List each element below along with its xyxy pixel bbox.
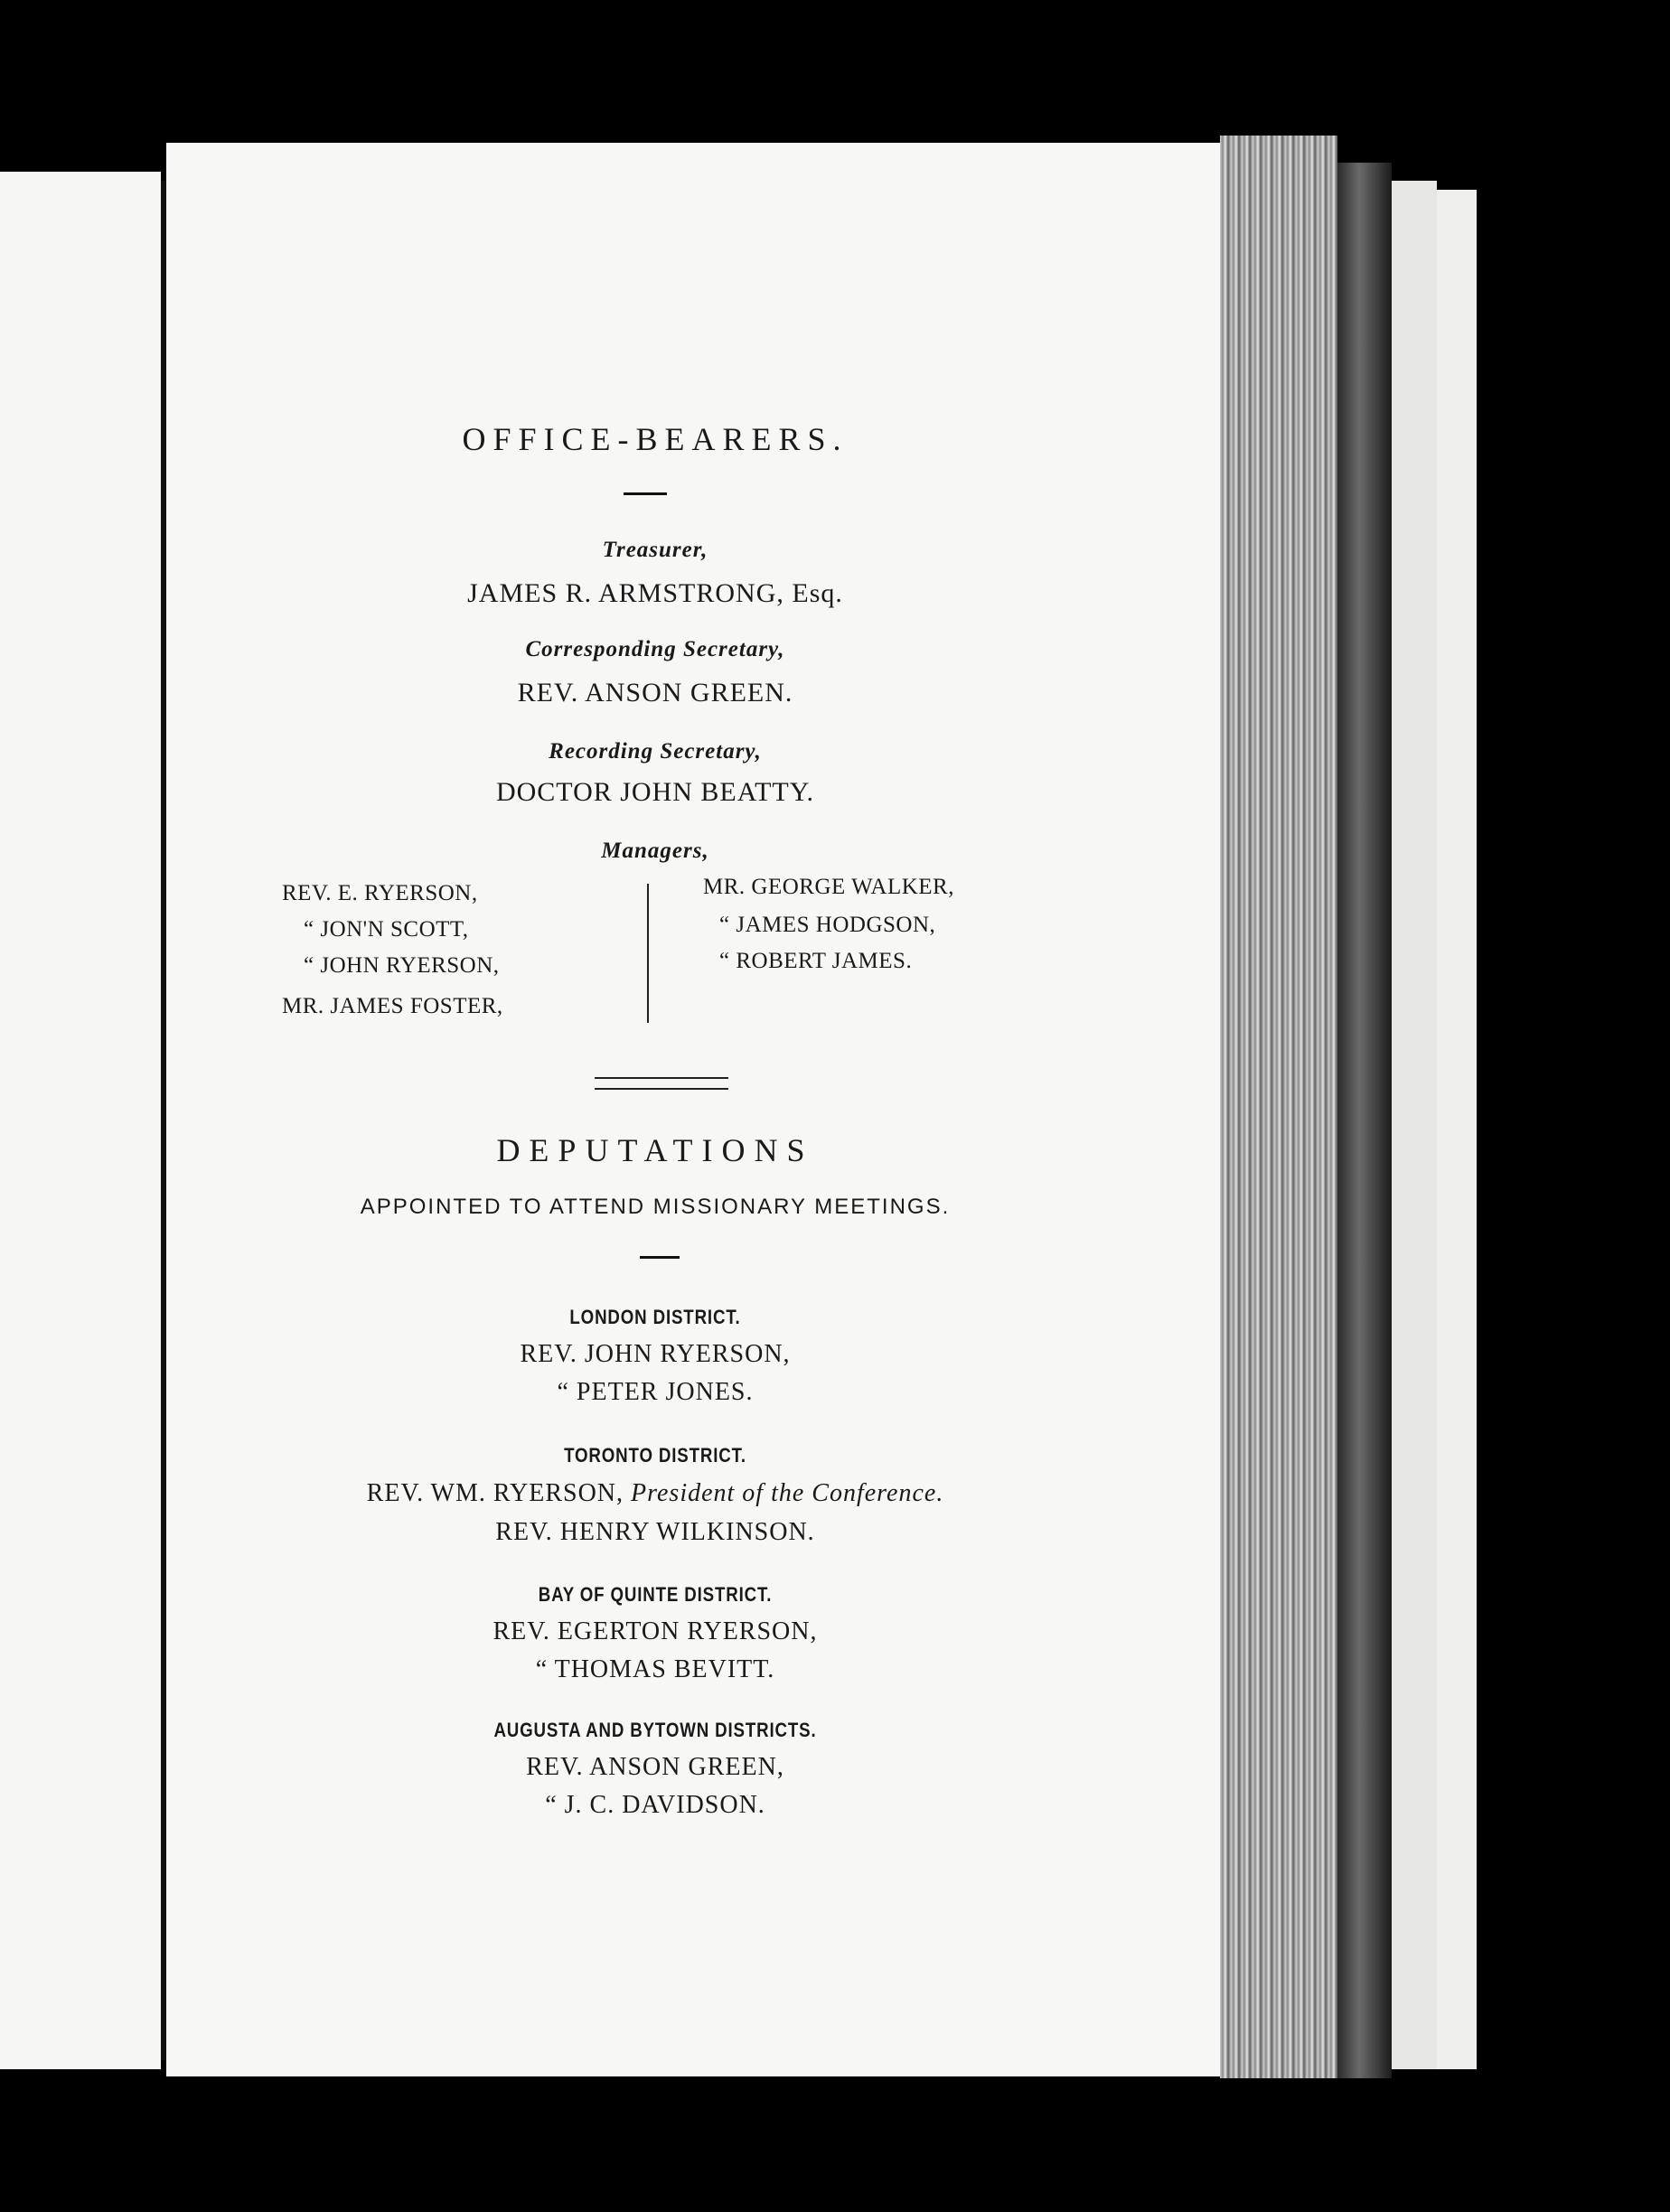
back-page [1392,181,1437,2069]
district-toronto: TORONTO DISTRICT. [564,1444,746,1467]
left-page-fragment [0,172,161,2069]
district-bay-of-quinte: BAY OF QUINTE DISTRICT. [538,1583,773,1606]
manager-left-4: MR. JAMES FOSTER, [282,994,503,1018]
bay-of-quinte-line-2: “ THOMAS BEVITT. [535,1655,775,1683]
back-page-edge [1437,190,1477,2069]
corresponding-secretary-title: Corresponding Secretary, [525,637,785,661]
manager-left-3: “ JOHN RYERSON, [304,953,500,978]
bay-of-quinte-line-1: REV. EGERTON RYERSON, [493,1617,818,1645]
president-note: President of the Conference. [631,1479,944,1507]
manager-right-3: “ ROBERT JAMES. [719,949,913,973]
page-edges-shadow [1337,163,1392,2078]
page-edges [1220,136,1337,2078]
recording-secretary-title: Recording Secretary, [549,739,762,764]
treasurer-title: Treasurer, [602,538,708,562]
manager-left-1: REV. E. RYERSON, [282,881,478,905]
deputations-rule [640,1256,680,1259]
office-bearers-heading: OFFICE-BEARERS. [462,421,849,457]
manager-left-2: “ JON'N SCOTT, [304,917,469,942]
managers-divider [647,884,649,1023]
london-line-1: REV. JOHN RYERSON, [520,1340,791,1368]
london-line-2: “ PETER JONES. [557,1378,754,1406]
heading-rule [624,492,667,495]
recording-secretary-name: DOCTOR JOHN BEATTY. [495,777,815,807]
manager-right-1: MR. GEORGE WALKER, [703,875,954,899]
toronto-line-1 [271,1479,1039,1508]
district-london: LONDON DISTRICT. [569,1306,741,1328]
district-augusta-bytown: AUGUSTA AND BYTOWN DISTRICTS. [493,1719,817,1741]
deputations-heading: DEPUTATIONS [496,1132,814,1168]
toronto-line-2: REV. HENRY WILKINSON. [495,1518,815,1546]
toronto-line-1-name: REV. WM. RYERSON, [366,1479,624,1507]
corresponding-secretary-name: REV. ANSON GREEN. [517,678,793,708]
augusta-line-2: “ J. C. DAVIDSON. [545,1791,765,1819]
augusta-line-1: REV. ANSON GREEN, [526,1753,784,1781]
deputations-subheading: APPOINTED TO ATTEND MISSIONARY MEETINGS. [360,1195,951,1219]
managers-title: Managers, [601,839,709,863]
treasurer-name: JAMES R. ARMSTRONG, Esq. [467,578,843,608]
manager-right-2: “ JAMES HODGSON, [719,913,936,937]
section-double-rule [595,1077,728,1090]
